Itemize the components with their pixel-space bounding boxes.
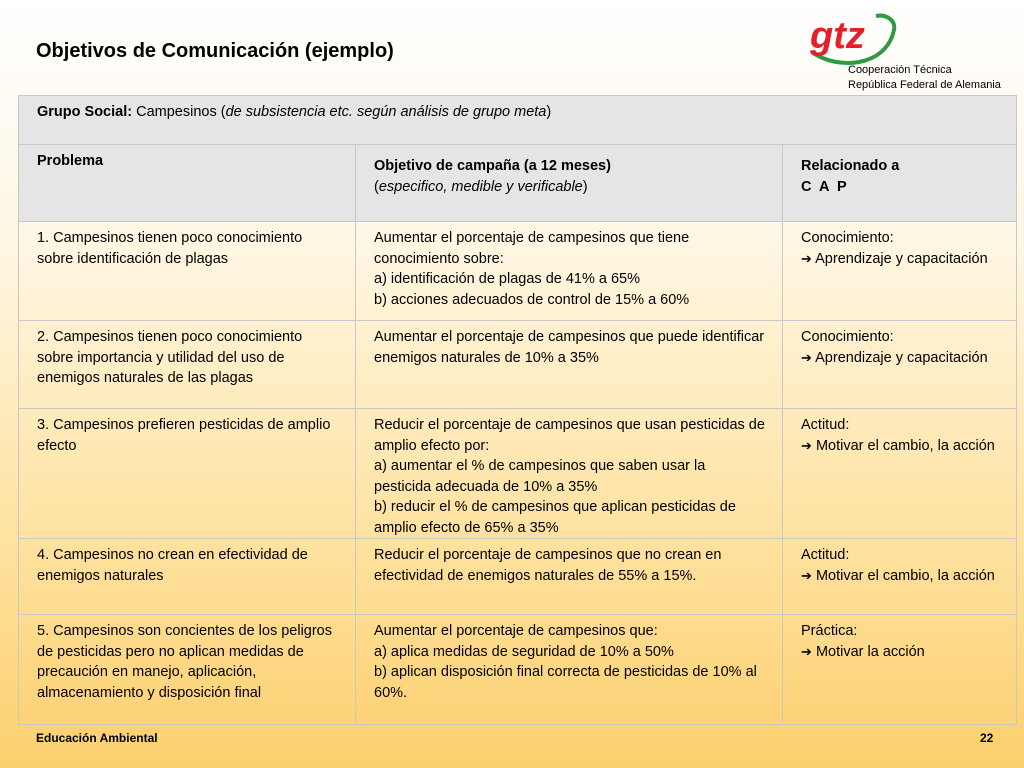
header-objetivo-close: ): [582, 178, 588, 195]
arrow-right-icon: ➔: [801, 437, 812, 453]
page-number: 22: [980, 731, 994, 745]
problem-cell: 2. Campesinos tienen poco conocimiento sobre importancia y utilidad del uso de enemigos naturales de las plagas: [19, 321, 356, 409]
cap-cell: [783, 321, 1017, 409]
group-value: Campesinos (: [136, 104, 226, 120]
arrow-right-icon: ➔: [801, 567, 812, 583]
header-objetivo-italic: especifico, medible y verificable: [378, 178, 583, 195]
group-note: de subsistencia etc. según análisis de grupo meta: [225, 104, 547, 120]
header-objetivo-sub: [374, 177, 766, 198]
cap-detail: Motivar el cambio, la acción: [815, 437, 995, 454]
objective-cell: [356, 321, 783, 409]
table-row: [19, 539, 1017, 615]
header-row: [19, 145, 1017, 222]
objective-cell: [356, 615, 783, 725]
header-objetivo-open: (: [374, 178, 379, 195]
logo-caption-line2: República Federal de Alemania: [848, 79, 1001, 91]
table-row: [19, 409, 1017, 539]
arrow-right-icon: ➔: [801, 349, 812, 365]
problem-cell: 1. Campesinos tienen poco conocimiento sobre identificación de plagas: [19, 222, 356, 321]
cap-label: Actitud:: [801, 547, 850, 563]
objective-line: Aumentar el porcentaje de campesinos que tiene conocimiento sobre:: [374, 230, 690, 267]
cap-detail: Aprendizaje y capacitación: [815, 250, 988, 267]
objective-line: b) aplican disposición final correcta de pesticidas de 10% al 60%.: [374, 664, 757, 701]
objective-line: b) reducir el % de campesinos que aplican pesticidas de amplio efecto de 65% a 35%: [374, 499, 736, 536]
cap-detail: Motivar el cambio, la acción: [815, 567, 995, 584]
objective-line: a) identificación de plagas de 41% a 65%: [374, 271, 641, 287]
cap-cell: [783, 222, 1017, 321]
cap-detail: Aprendizaje y capacitación: [815, 349, 988, 366]
arrow-right-icon: ➔: [801, 643, 812, 659]
cap-detail-line: [801, 566, 1000, 587]
objective-line: Reducir el porcentaje de campesinos que usan pesticidas de amplio efecto por:: [374, 417, 765, 454]
objective-cell: [356, 539, 783, 615]
group-cell: [19, 96, 1017, 145]
problem-cell: 4. Campesinos no crean en efectividad de enemigos naturales: [19, 539, 356, 615]
cap-label: Práctica:: [801, 623, 858, 639]
group-row: [19, 96, 1017, 145]
objective-cell: [356, 222, 783, 321]
slide-title: Objetivos de Comunicación (ejemplo): [36, 40, 394, 62]
table-row: [19, 615, 1017, 725]
cap-label: Conocimiento:: [801, 329, 894, 345]
objective-line: a) aplica medidas de seguridad de 10% a 50%: [374, 643, 674, 660]
table-row: [19, 222, 1017, 321]
arrow-right-icon: ➔: [801, 250, 812, 266]
group-label: Grupo Social:: [37, 104, 133, 120]
logo-caption-line1: Cooperación Técnica: [848, 64, 952, 76]
cap-detail-line: [801, 348, 1000, 369]
table-row: [19, 321, 1017, 409]
objective-line: a) aumentar el % de campesinos que saben usar la pesticida adecuada de 10% a 35%: [374, 458, 706, 495]
header-relacionado: [783, 145, 1017, 222]
cap-detail-line: [801, 249, 1000, 270]
header-objetivo-title: Objetivo de campaña (a 12 meses): [374, 158, 611, 174]
group-close: ): [546, 104, 552, 120]
cap-detail-line: [801, 642, 1000, 663]
problem-cell: 3. Campesinos prefieren pesticidas de amplio efecto: [19, 409, 356, 539]
cap-label: Actitud:: [801, 417, 850, 433]
objective-cell: [356, 409, 783, 539]
objective-line: Aumentar el porcentaje de campesinos que:: [374, 623, 658, 639]
problem-cell: 5. Campesinos son concientes de los peligros de pesticidas pero no aplican medidas de precaución en manejo, aplicación, almacenamiento y disposición final: [19, 615, 356, 725]
header-problema-label: Problema: [37, 153, 104, 169]
objective-line: Reducir el porcentaje de campesinos que no crean en efectividad de enemigos naturales de 55% a 15%.: [374, 547, 722, 584]
cap-detail: Motivar la acción: [815, 643, 925, 660]
objectives-table: [18, 95, 1017, 725]
svg-text:gtz: gtz: [810, 15, 865, 57]
cap-cell: [783, 615, 1017, 725]
header-relacionado-line2: C A P: [801, 178, 847, 195]
cap-cell: [783, 539, 1017, 615]
objective-line: Aumentar el porcentaje de campesinos que puede identificar enemigos naturales de 10% a 35%: [374, 329, 765, 366]
cap-cell: [783, 409, 1017, 539]
footer-course-title: Educación Ambiental: [36, 731, 158, 745]
cap-label: Conocimiento:: [801, 230, 894, 246]
header-objetivo: [356, 145, 783, 222]
logo-caption: [848, 63, 1001, 93]
header-relacionado-line1: Relacionado a: [801, 158, 900, 174]
objective-line: b) acciones adecuados de control de 15% a 60%: [374, 291, 690, 308]
header-problema: [19, 145, 356, 222]
cap-detail-line: [801, 436, 1000, 457]
